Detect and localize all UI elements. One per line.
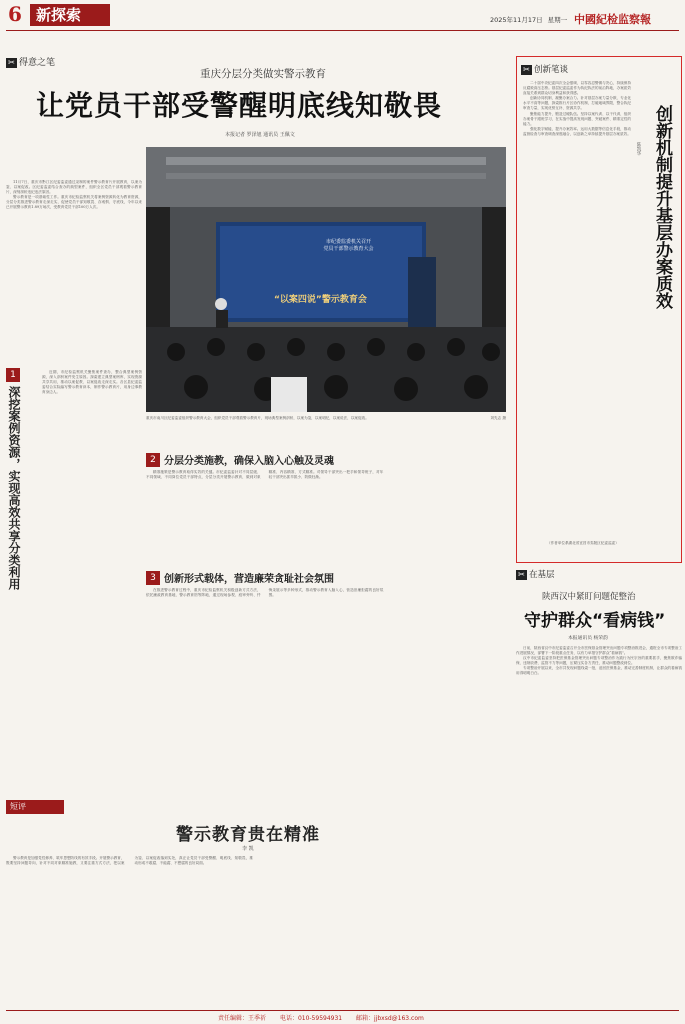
scissors-icon: ✂ (6, 58, 17, 68)
scissors-icon: ✂ (516, 570, 527, 580)
grassroots-paragraph: 汉中市纪委监委坚持把医保基金管理突出问题专项整治作为践行为民宗旨的重要抓手，聚焦欺诈骗保、违规收费、监管不力等问题，压紧压实各方责任，推动问题整改到位。 (516, 656, 682, 666)
short-review-text (6, 856, 510, 1006)
short-review-label (6, 800, 64, 814)
subsection-1-header (6, 368, 24, 646)
screen-text (296, 239, 401, 253)
subsection-paragraph: 在推进警示教育过程中，重庆市纪检监察机关积极创新方式方法，依托廉政教育基地、警示教育馆等阵地，通过现场参观、庭审旁听、忏悔录展示等多种形式，推动警示教育入脑入心，营造崇廉拒腐的良好氛围。 (146, 588, 384, 598)
subsection-2-text (146, 470, 506, 566)
sidebar-paragraph: 强化数字赋能，提升办案效率。运用大数据等信息化手段，推动监督检查与审查调查深度融合，以创新之举持续提升基层办案质效。 (523, 126, 631, 136)
subsection-number: 1 (6, 368, 20, 382)
screen-slogan: “以案四说”警示教育会 (274, 295, 367, 305)
column-label-main (6, 55, 55, 68)
screen-line: 市纪委监委机关召开 (325, 239, 371, 245)
sidebar-note: （作者单位系湖北省宜昌市夷陵区纪委监委） (547, 541, 619, 545)
photo-caption (146, 416, 506, 432)
subsection-1-text (42, 370, 142, 670)
grassroots-kicker: 陕西汉中紧盯问题促整治 (542, 592, 636, 602)
sidebar-author: 陈凯华 (636, 142, 641, 156)
grassroots-column-label (516, 568, 555, 580)
column-name: 得意之笔 (19, 58, 56, 68)
header-rule (6, 30, 679, 31)
article-kicker: 重庆分层分类做实警示教育 (200, 68, 326, 80)
footer-editor: 责任编辑：王季祈 (218, 1015, 267, 1022)
section-title: 新探索 (36, 6, 82, 24)
footer-phone: 电话：010-59594931 (279, 1015, 343, 1022)
subsection-paragraph: 近期，市纪检监察机关聚焦案件查办，整合典型案例资源，深入剖析案件发生原因。探索建立典型案例库，实现资源共享共用，推动以案促教、以案促改走深走实。各区县纪委监委结合实际编写警示教育读本，制作警示教育片，用身边事教育身边人。 (42, 370, 142, 395)
caption-text: 重庆市南川区纪委监委组织警示教育大会，组织党员干部观看警示教育片，现场典型案例剖析，以案为鉴，以案明纪，以案说法，以案促改。 (146, 416, 369, 420)
sidebar-column-label (521, 63, 568, 75)
page-header (0, 0, 685, 30)
short-review-box (6, 800, 510, 1008)
page-number: 6 (8, 2, 22, 26)
subsection-paragraph: 精准施策是警示教育取得实效的关键。市纪委监委针对不同层级、不同领域、不同岗位党员干部特点，分层分类开展警示教育，做到对象精准、内容精准、方式精准。对领导干部突出一把手和领导班子，对年轻干部突出抓早抓小、防微杜渐。 (146, 470, 384, 480)
weekday: 星期一 (547, 16, 568, 24)
scissors-icon: ✂ (521, 65, 532, 75)
column-name: 短评 (10, 802, 26, 811)
screen-line: 党员干部警示教育大会 (323, 246, 374, 252)
grassroots-headline: 守护群众“看病钱” (524, 611, 666, 631)
grassroots-section (516, 568, 682, 1008)
subsection-number: 2 (146, 453, 160, 467)
photo (146, 147, 506, 412)
subsection-3-header (146, 570, 366, 585)
sidebar-paragraph: 创新协同机制，凝聚办案合力。针对基层办案力量分散、专业化水平不高等问题，探索推行片区协作机制，打破地域界限，整合执纪审查力量，实现优势互补、资源共享。 (523, 96, 631, 111)
grassroots-text (516, 646, 682, 1006)
subsection-2-header (146, 452, 506, 467)
short-review-paragraph: 警示教育是加强党性修养、筑牢思想防线的有效手段。开展警示教育，既要坚持问题导向，针对不同对象精准施教，又要注重方式方法，把以案为鉴、以案促改落到实处，真正让党员干部受警醒、明底线、知敬畏，推动形成不敢腐、不能腐、不想腐的良好局面。 (6, 856, 253, 866)
sidebar-paragraph: 二十届中央纪委四次全会强调，以零容忍警惕与决心，持续保持反腐败高压态势。基层纪委监委作为执纪执法的前沿阵地，办案质效直接关系到群众切身利益和获得感。 (523, 81, 631, 96)
footer-rule (6, 1010, 679, 1011)
date: 2025年11月17日 (490, 16, 543, 24)
short-review-author: 李 凯 (242, 846, 254, 852)
grassroots-paragraph: 日前，陕西省汉中市纪委监委召开全市医保基金管理突出问题专项整治推进会，通报全市专项整治工作进展情况，部署下一阶段重点任务，以有力举措守护群众“看病钱”。 (516, 646, 682, 656)
column-name: 创新笔谈 (534, 65, 569, 75)
grassroots-byline: 本报通讯员 杨荣韵 (568, 636, 608, 641)
sidebar-text (523, 81, 631, 511)
sidebar-paragraph: 聚焦能力提升，锻造过硬队伍。坚持以案代训、以干代训，组织办案骨干跟班学习，在实战中提高发现问题、突破案件、精准定性的能力。 (523, 111, 631, 126)
subsection-number: 3 (146, 571, 160, 585)
article-byline: 本报记者 罗泽旭 通讯员 王佩文 (225, 132, 295, 138)
lead-text (6, 180, 142, 340)
lead-paragraph: 警示教育是一项基础性工作。重庆市纪检监察机关将案例资源转化为教育资源，分层分类推进警示教育走深走实，促使党员干部知敬畏、存戒惧、守底线，今年以来已开展警示教育1.89万场次，受教育党员干部100万人次。 (6, 195, 142, 210)
grassroots-paragraph: 专项整治开展以来，全市共发现问题线索一批，追回医保基金，推动完善制度机制，让群众的看病钱用得明明白白。 (516, 666, 682, 676)
article-headline: 让党员干部受警醒明底线知敬畏 (36, 89, 443, 122)
sidebar-frame (516, 56, 682, 563)
subsection-title: 深挖案例资源，实现高效共享分类利用 (7, 386, 21, 590)
meeting-photo-graphic (146, 147, 506, 412)
footer (218, 1013, 424, 1022)
subsection-3-text (146, 588, 506, 778)
sidebar-headline: 创新机制提升基层办案质效 (652, 105, 672, 309)
photographer: 刘先志 摄 (490, 416, 506, 420)
lead-paragraph: 11月7日，重庆市黔江区纪委监委通过录制的案件警示教育片开展教育，以案为鉴、以案促改。区纪委监委结合查办的典型案件，组织全区党员干部观看警示教育片，深刻剖析违纪违法原因。 (6, 180, 142, 195)
subsection-title: 分层分类施教，确保入脑入心触及灵魂 (164, 456, 334, 467)
issue-date (490, 15, 567, 24)
footer-email[interactable]: 邮箱：jjbxsd@163.com (356, 1015, 424, 1022)
newspaper-name: 中國紀检监察報 (574, 13, 651, 26)
short-review-headline: 警示教育贵在精准 (176, 825, 320, 845)
subsection-title: 创新形式载体，营造廉荣贪耻社会氛围 (164, 574, 334, 585)
column-name: 在基层 (529, 570, 555, 580)
section-title-bar (30, 4, 110, 26)
